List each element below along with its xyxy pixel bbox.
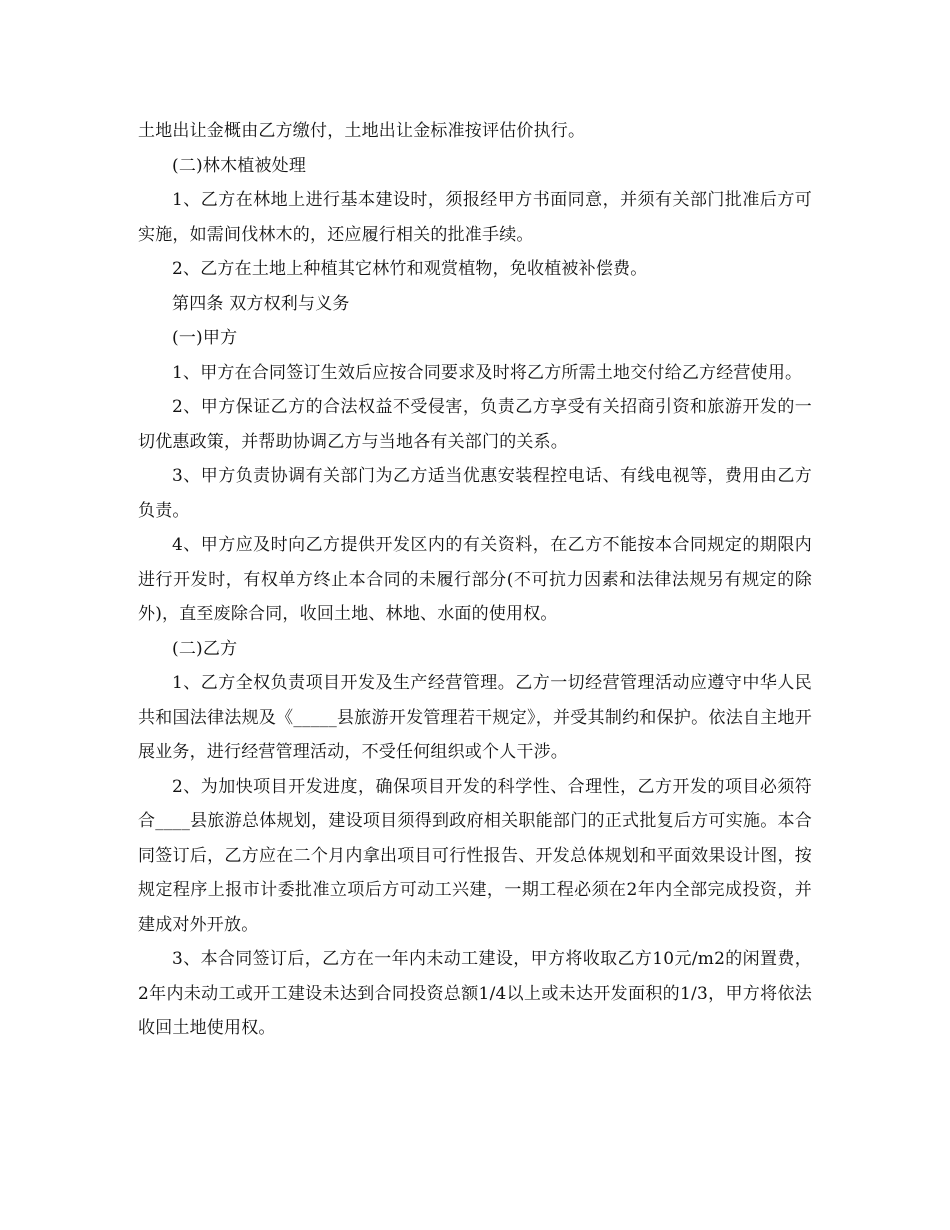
document-body <box>138 114 812 1046</box>
paragraph-party-a-3: 3、甲方负责协调有关部门为乙方适当优惠安装程控电话、有线电视等，费用由乙方负责。 <box>138 466 812 521</box>
paragraph-party-b-2: 2、为加快项目开发进度，确保项目开发的科学性、合理性，乙方开发的项目必须符合____县旅游总体规划，建设项目须得到政府相关职能部门的正式批复后方可实施。本合同签订后，乙方应在二个月内拿出项目可行性报告、开发总体规划和平面效果设计图，按规定程序上报市计委批准立项后方可动工兴建，一期工程必须在2年内全部完成投资，并建成对外开放。 <box>138 776 812 935</box>
paragraph-party-a-1: 1、甲方在合同签订生效后应按合同要求及时将乙方所需土地交付给乙方经营使用。 <box>172 362 803 383</box>
heading-party-b: (二)乙方 <box>172 638 238 659</box>
paragraph-plant-exemption: 2、乙方在土地上种植其它林竹和观赏植物，免收植被补偿费。 <box>172 259 648 279</box>
heading-party-a: (一)甲方 <box>172 328 238 348</box>
paragraph-land-fee: 土地出让金概由乙方缴付，土地出让金标准按评估价执行。 <box>138 121 586 141</box>
paragraph-party-b-3: 3、本合同签订后，乙方在一年内未动工建设，甲方将收取乙方10元/m2的闲置费，2年内未动工或开工建设未达到合同投资总额1/4以上或未达开发面积的1/3，甲方将依法收回土地使用权。 <box>138 949 812 1038</box>
paragraph-forest-construction: 1、乙方在林地上进行基本建设时，须报经甲方书面同意，并须有关部门批准后方可实施，如需间伐林木的，还应履行相关的批准手续。 <box>138 190 812 245</box>
heading-forest-vegetation: (二)林木植被处理 <box>172 155 307 176</box>
heading-article-four: 第四条 双方权利与义务 <box>172 293 350 314</box>
paragraph-party-a-4: 4、甲方应及时向乙方提供开发区内的有关资料，在乙方不能按本合同规定的期限内进行开发时，有权单方终止本合同的未履行部分(不可抗力因素和法律法规另有规定的除外)，直至废除合同，收回土地、林地、水面的使用权。 <box>138 535 812 624</box>
paragraph-party-b-1: 1、乙方全权负责项目开发及生产经营管理。乙方一切经营管理活动应遵守中华人民共和国法律法规及《_____县旅游开发管理若干规定》，并受其制约和保护。依法自主地开展业务，进行经营管理活动，不受任何组织或个人干涉。 <box>138 673 812 762</box>
paragraph-party-a-2: 2、甲方保证乙方的合法权益不受侵害，负责乙方享受有关招商引资和旅游开发的一切优惠政策，并帮助协调乙方与当地各有关部门的关系。 <box>138 397 812 452</box>
